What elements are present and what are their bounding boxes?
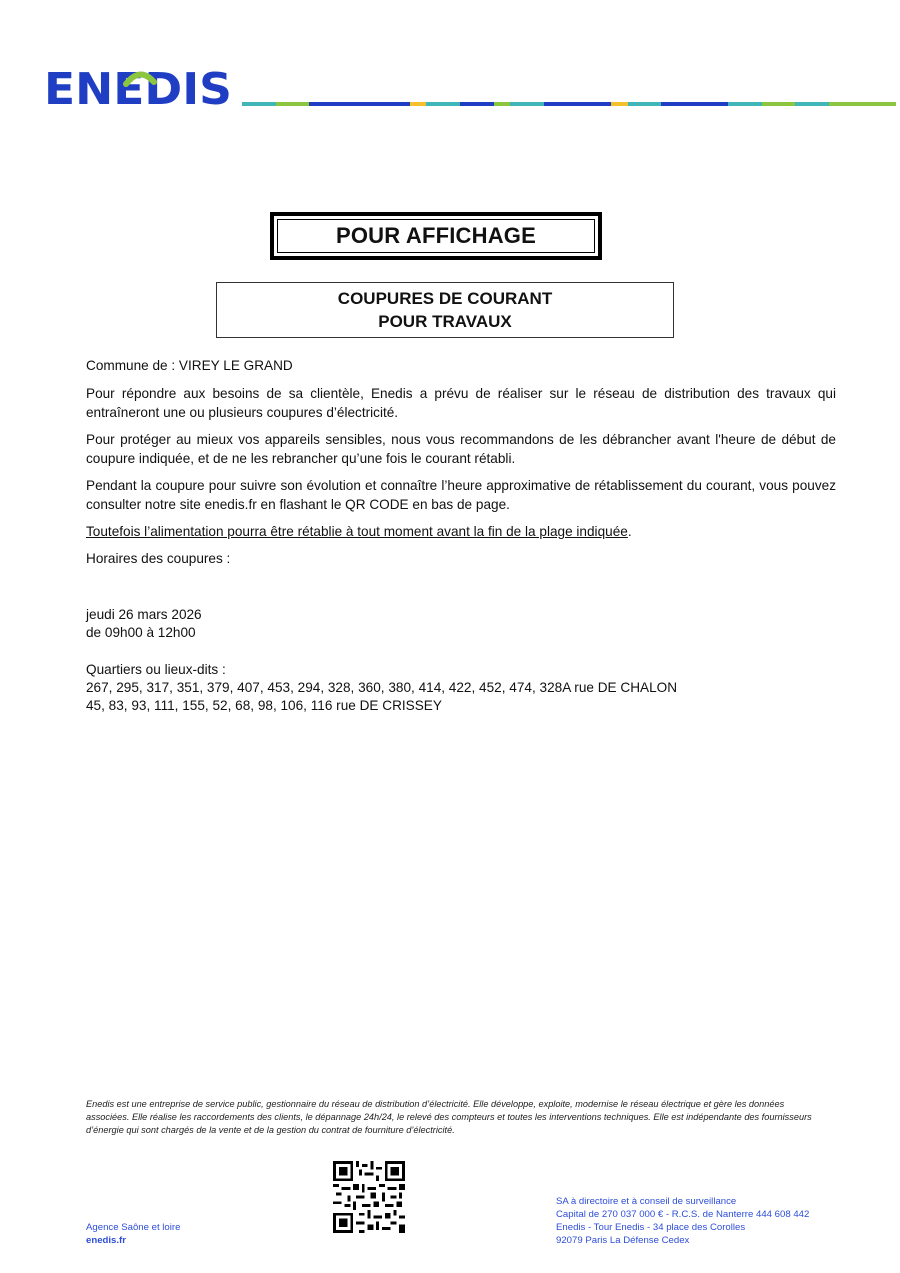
paragraph-needs: Pour répondre aux besoins de sa clientèle, Enedis a prévu de réaliser sur le réseau de distribution des travaux qui entraîneront une ou plusieurs coupures d’électricité. (86, 386, 836, 420)
enedis-logo (44, 64, 234, 110)
places-label: Quartiers ou lieux-dits : (86, 662, 226, 677)
notice-title: POUR AFFICHAGE (277, 219, 595, 253)
warning-end: . (627, 524, 632, 539)
agency-block (86, 1221, 180, 1247)
company-line: SA à directoire et à conseil de surveillance (556, 1196, 737, 1207)
warning-line (86, 523, 836, 542)
company-info (556, 1195, 809, 1247)
warning-text: Toutefois l’alimentation pourra être rétablie à tout moment avant la fin de la plage indiquée (86, 524, 628, 539)
agency-name: Agence Saône et loire (86, 1222, 181, 1233)
paragraph-follow: Pendant la coupure pour suivre son évolution et connaître l’heure approximative de rétablissement du courant, vous pouvez consulter notre site enedis.fr en flashant le QR CODE en bas de page. (86, 478, 836, 512)
logo-text: ENEDIS (44, 64, 232, 110)
paragraph-protect: Pour protéger au mieux vos appareils sensibles, nous vous recommandons de les débrancher avant l'heure de début de coupure indiquée, et de ne les rebrancher qu’une fois le courant rétabli. (86, 432, 836, 466)
company-line: Enedis - Tour Enedis - 34 place des Corolles (556, 1222, 746, 1233)
notice-title-box (270, 212, 602, 260)
qr-code[interactable] (333, 1161, 405, 1233)
street-list-crissey: 45, 83, 93, 111, 155, 52, 68, 98, 106, 116 rue DE CRISSEY (86, 698, 442, 713)
commune: Commune de : VIREY LE GRAND (86, 358, 293, 373)
company-line: Capital de 270 037 000 € - R.C.S. de Nanterre 444 608 442 (556, 1209, 810, 1220)
website-link[interactable]: enedis.fr (86, 1235, 126, 1246)
street-list-chalon: 267, 295, 317, 351, 379, 407, 453, 294, 328, 360, 380, 414, 422, 452, 474, 328A rue DE CHALON (86, 680, 678, 695)
schedule-label: Horaires des coupures : (86, 551, 231, 566)
header-rule (242, 102, 896, 106)
notice-subtitle-box (216, 282, 674, 338)
subtitle-line-2: POUR TRAVAUX (378, 312, 512, 331)
footer-legal-text: Enedis est une entreprise de service public, gestionnaire du réseau de distribution d’électricité. Elle développe, exploite, modernise le réseau électrique et gère les données associées. Elle réalise les raccordements des clients, le dépannage 24h/24, le relevé des compteurs et toutes les interventions techniques. Elle est indépendante des fournisseurs d’énergie qui sont chargés de la vente et de la gestion du contrat de fourniture d’électricité. (86, 1099, 812, 1135)
outage-date: jeudi 26 mars 2026 (86, 607, 202, 622)
subtitle-line-1: COUPURES DE COURANT (337, 289, 553, 308)
company-line: 92079 Paris La Défense Cedex (556, 1235, 690, 1246)
outage-time: de 09h00 à 12h00 (86, 625, 196, 640)
